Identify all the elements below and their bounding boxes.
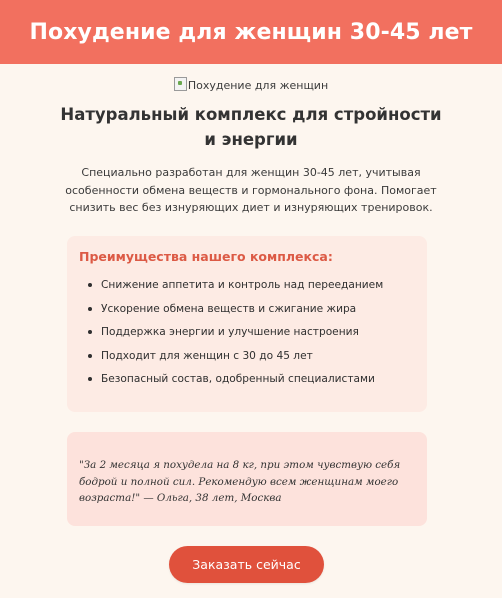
- benefit-item: Снижение аппетита и контроль над перееданием: [101, 278, 415, 292]
- page-header: [0, 0, 502, 64]
- benefit-item: Безопасный состав, одобренный специалистами: [101, 372, 415, 386]
- benefits-list: [79, 278, 415, 386]
- benefits-box: [67, 236, 427, 412]
- product-intro: Специально разработан для женщин 30-45 лет, учитывая особенности обмена веществ и гормонального фона. Помогает снизить вес без изнуряющих диет и изнуряющих тренировок.: [65, 166, 437, 214]
- benefit-item: Поддержка энергии и улучшение настроения: [101, 325, 415, 339]
- benefit-item: Ускорение обмена веществ и сжигание жира: [101, 302, 415, 316]
- testimonial-box: [67, 432, 427, 526]
- hero-image-alt-text: Похудение для женщин: [187, 79, 329, 92]
- benefit-item: Подходит для женщин с 30 до 45 лет: [101, 349, 415, 363]
- product-subtitle: Натуральный комплекс для стройности и энергии: [60, 105, 442, 149]
- benefits-heading: Преимущества нашего комплекса:: [79, 249, 333, 264]
- page-title: Похудение для женщин 30-45 лет: [29, 19, 473, 45]
- broken-image-icon: [174, 77, 187, 91]
- order-now-button[interactable]: Заказать сейчас: [169, 546, 324, 583]
- hero-image: [0, 77, 502, 92]
- testimonial-text: "За 2 месяца я похудела на 8 кг, при этом чувствую себя бодрой и полной сил. Рекомендую всем женщинам моего возраста!" — Ольга, 38 лет, Москва: [79, 459, 401, 504]
